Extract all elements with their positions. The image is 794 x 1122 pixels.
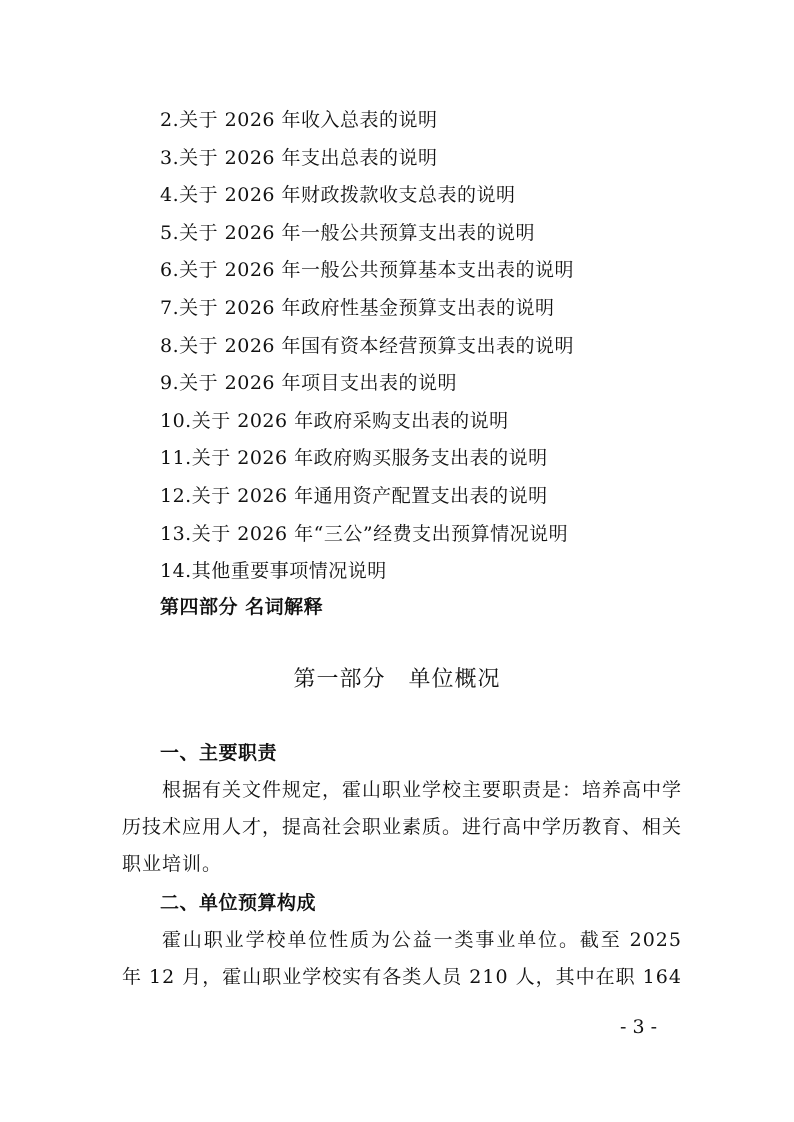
table-of-contents <box>160 102 574 591</box>
toc-item: 5.关于 2026 年一般公共预算支出表的说明 <box>160 221 536 244</box>
toc-item: 14.其他重要事项情况说明 <box>160 560 387 583</box>
paragraph-main-duties: 根据有关文件规定，霍山职业学校主要职责是：培养高中学历技术应用人才，提高社会职业素质。进行高中学历教育、相关职业培训。 <box>122 779 683 875</box>
page-number: - 3 - <box>620 1016 658 1038</box>
toc-item: 10.关于 2026 年政府采购支出表的说明 <box>160 409 509 432</box>
toc-item: 3.关于 2026 年支出总表的说明 <box>160 146 438 169</box>
toc-item: 4.关于 2026 年财政拨款收支总表的说明 <box>160 184 516 207</box>
toc-item: 6.关于 2026 年一般公共预算基本支出表的说明 <box>160 259 575 282</box>
toc-item: 7.关于 2026 年政府性基金预算支出表的说明 <box>160 296 555 319</box>
toc-item: 13.关于 2026 年“三公”经费支出预算情况说明 <box>160 522 569 545</box>
toc-item: 9.关于 2026 年项目支出表的说明 <box>160 372 458 395</box>
heading-main-duties: 一、主要职责 <box>160 742 278 764</box>
heading-budget-composition: 二、单位预算构成 <box>160 892 317 914</box>
toc-item: 12.关于 2026 年通用资产配置支出表的说明 <box>160 484 548 507</box>
paragraph-budget-composition: 霍山职业学校单位性质为公益一类事业单位。截至 2025 年 12 月，霍山职业学校实有各类人员 210 人，其中在职 164 <box>122 929 682 988</box>
toc-item: 11.关于 2026 年政府购买服务支出表的说明 <box>160 447 548 470</box>
toc-item: 2.关于 2026 年收入总表的说明 <box>160 109 438 131</box>
toc-part-four: 第四部分 名词解释 <box>160 596 324 618</box>
toc-item: 8.关于 2026 年国有资本经营预算支出表的说明 <box>160 334 575 357</box>
section-title: 第一部分 单位概况 <box>293 667 501 692</box>
